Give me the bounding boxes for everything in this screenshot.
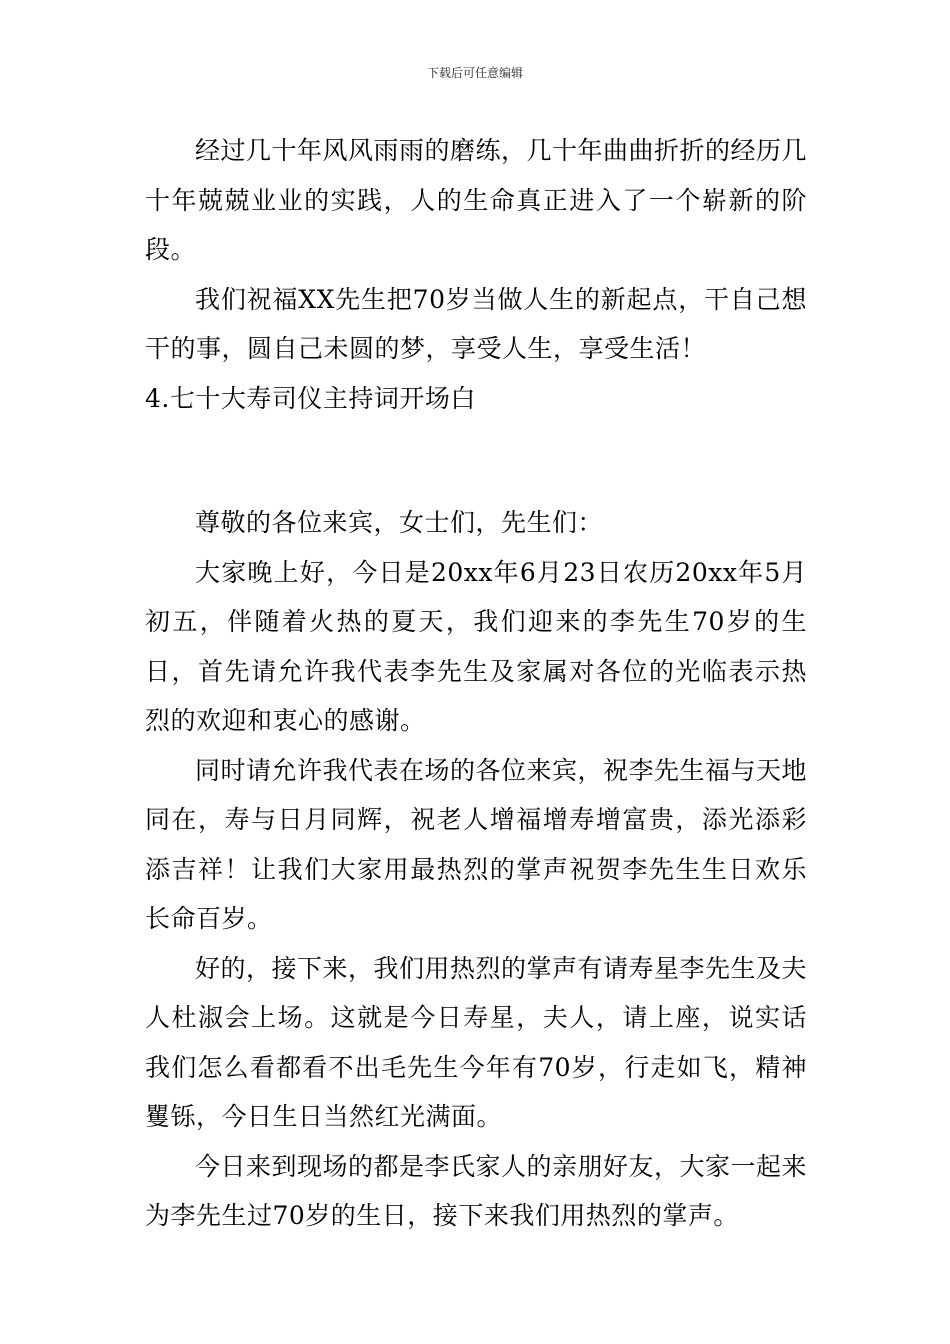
paragraph-applause: 今日来到现场的都是李氏家人的亲朋好友，大家一起来为李先生过70岁的生日，接下来我们用热烈的掌声。	[145, 1151, 808, 1230]
section-heading: 4.七十大寿司仪主持词开场白	[145, 383, 476, 413]
document-body	[145, 126, 807, 1241]
paragraph-blessing: 同时请允许我代表在场的各位来宾，祝李先生福与天地同在，寿与日月同辉，祝老人增福增寿增富贵，添光添彩添吉祥！让我们大家用最热烈的掌声祝贺李先生生日欢乐长命百岁。	[145, 755, 808, 933]
paragraph-welcome: 大家晚上好，今日是20xx年6月23日农历20xx年5月初五，伴随着火热的夏天，我们迎来的李先生70岁的生日，首先请允许我代表李先生及家属对各位的光临表示热烈的欢迎和衷心的感谢。	[145, 557, 807, 735]
paragraph-greeting: 尊敬的各位来宾，女士们，先生们：	[195, 508, 604, 537]
paragraph-intro-1: 经过几十年风风雨雨的磨练，几十年曲曲折折的经历几十年兢兢业业的实践，人的生命真正进入了一个崭新的阶段。	[145, 136, 808, 264]
section-spacer	[145, 423, 807, 498]
paragraph-intro-2: 我们祝福XX先生把70岁当做人生的新起点，干自己想干的事，圆自己未圆的梦，享受人生，享受生活！	[145, 284, 807, 363]
page-header: 下载后可任意编辑	[426, 66, 523, 80]
paragraph-introduce-host: 好的，接下来，我们用热烈的掌声有请寿星李先生及夫人杜淑会上场。这就是今日寿星，夫人，请上座，说实话我们怎么看都看不出毛先生今年有70岁，行走如飞，精神矍铄，今日生日当然红光满面。	[145, 953, 808, 1131]
